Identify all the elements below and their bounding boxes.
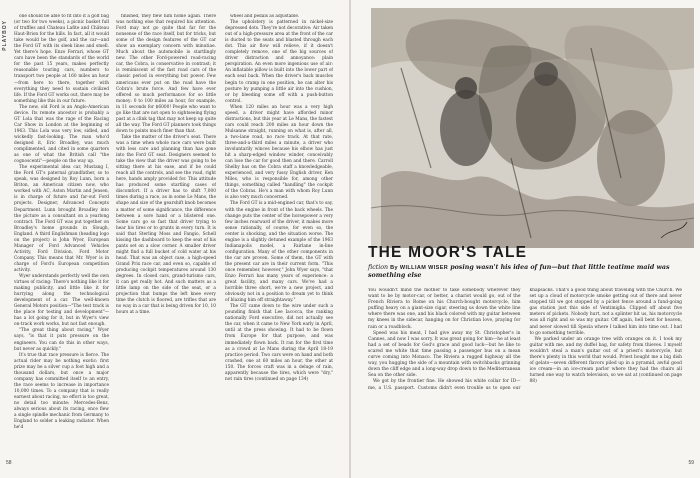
paragraph: finished, they flew him home again. There was nothing else that required his attention. Ford may not go quite that far for the nonsense of the race itself, but for tricks, but some of the design features of the GT car show an exemplary concern with minutiae. Much about the automobile is startlingly new. The other Ford-powered road-racing car, the Cobra, is conservative in contrast; it is reminiscent of the fast road cars of the classic period in everything but power. Few americans ever put on the road have the Cobra's brute force. And few have ever offered so much performance for so little money: 0 to 100 miles an hour, for example, in 11 seconds for $6000! People who want to go like that are not open to sightseeing flying past at a clink tag that may not keep up quite all the way. The Ford GT planners took things down to points much finer than that. (116, 14, 216, 134)
paragraph: Wyer understands perfectly well the own virtues of racing: There's nothing like it for making publicity, and little like it for hurrying along the technological development of a car. The well-known General Motors position—"The test track is the place for testing and development"—has a lot going for it, but in Wyer's view on-track work works, but not fast enough. (14, 274, 109, 328)
paragraph: When 120 miles an hour was a very high speed, a driver might have afforded minor distractions, but this year at Le Mans, the fastest cars could reach 200 miles an hour down the Mulsanne straight, running on what is, after all, a two-lane road, no race track. At that rate, three-and-a-third miles a minute, a driver who involuntarily winces because his elbow has just hit a sharp-edged window winder, conceivably can lose the car for good then and there. Carroll Shelby has on the Cobra staff a knowledgeable, experienced, and very fussy English driver, Ken Miles, who is responsible for, among other things, something called "handling" the cockpit of the Cobras. He's a man with whom Roy Lunn is also very much concerned. (225, 104, 333, 201)
byline: By WILLIAM WISER (390, 265, 449, 271)
paragraph: The upholstery is patterned in nickel-size depressed dots. They're not decorative: Air taken out of a high-pressure area at the front of the car is ducted to the seats and blasted through each dot. This air flow will relieve, if it doesn't completely remove, one of the big sources of driver distraction and annoyance: plain perspiration. An even more ingenious use of air: An inflatable pillow is built into the lower part of each seat back. When the driver's back muscles begin to cramp in one position, he can alter his posture by pumping a little air into the cushion, or by bleeding some off with a push-button control. (225, 20, 333, 104)
paragraph: one should be able to fit into it a golf bag (or two for two weeks), a picnic basket full of truffles and Chateau Lafite and Château Haut-Brion for the hills. In fact, all it would take would be the golf, and the car—and the Ford GT with its sleek lines and smell. Yet there's hope. Enzo Ferrari, whose GT cars have been the standards of the world for the past 15 years, makes perfectly reasonable touring cars, numbers to transport two people at 160 miles an hour—from here to there, together with everything they need to sustain civilized life. If the Ford GT works out, there may be something like this in our future. (14, 14, 109, 104)
magazine-masthead: PLAYBOY (2, 20, 8, 51)
paragraph: The new, old Ford is an Anglo-American device. Its remote ancestor is probably a GT Lola that was the rage of the Racing Car Show in London at the beginning of 1963. This Lola was very low, sidled, and wickedly fast-looking. The man who'd designed it, Eric Broadley, was much complimented, and cited in some quarters as one of what the British call "the cognoscenti"—people on the way up. (14, 104, 109, 165)
paragraph: You wouldn't mind the mother to take somebody wherever they want to be by motor-car, or better, a chariot would go, out of the French Riviera to Rome on his Church-bought motorcycle, him puffing heavy on a giant-size cigar, steering us down the white line where there was one, and his black colored with my guitar between my knees in the sidecar, hanging on for Christian love, praying for rain or a roadblock. (368, 288, 521, 330)
paragraph: Speed was his meat, I had give away my St. Christopher's in Cannes, and now I was sorry. It was great going for him—he at least had a set of beads for God's grace and good luck—but he like to scared me white that time passing a passenger bus on a mean curve coming into Monaco. The Riviera a rugged highway all the way, you hugging the side of a mountain with switchbacks grinning down the cliff edge and a long-way drop down to the Mediterranean Sea on the other side. (368, 330, 521, 379)
page-number-left: 58 (6, 460, 12, 466)
article-title: THE MOOR'S TALE (368, 244, 528, 261)
paragraph: Take the matter of the driver's seat. There was a time when whole race cars were built with less care and planning than has gone into the Ford GT seat. Designers seemed to take the view that the driver was going to be sitting there at his ease, and if he could reach all the controls, and see the road, right here, hands amply provided for. This attitude has produced some startling cases of discomfort. If a driver has to shift 7,000 times during a race, as in some Le Mans, the shape and size of the gearshift knob becomes a matter of some significance, the difference between a sore hand or a blistered one. Some cars go so fast that driver trying to hear his tires or to grunts in every turn. It is said that Sterling Moss and Fangio, Schell kissing the dashboard to keep the seat of his pants set on a slow corner. A smaller driver might find a full bucket of cold water at his head. That was an object case, a high-speed Grand Prix race car, and even so, capable of producing cockpit temperatures around 130 degrees. In closed cars, grand-turismo cars, it can get really hot. And such matters as a little lamp on the side of the seat, or a projection that bumps the left knee every time the clutch is floored, are trifles that are no way in a car that is being driven for 10, 10 hours at a time. (116, 134, 216, 316)
kicker: fiction (368, 264, 389, 271)
paragraph: The experimental idea car, Mustang I, the Ford GT's paternal grandfather, so to speak, was designed by Roy Lunn, born a Briton, an American citizen now, who worked with AC, Aston Martin and Jensen, is in charge of future and far-out Ford projects. Designer, Advanced Concepts Department. Lunn brought Broadley into the picture as a consultant on a yearlong contract. The Ford GT was put together on Broadley's home grounds in Slough, England. A third Englishman (heading logo on the project) is John Wyer, European Manager of Ford Advanced Vehicles Activity, Ford Division, Ford Motor Company. This means that Mr. Wyer is in charge of Ford's European competition activity. (14, 165, 109, 273)
paragraph: The Ford GT is a mid-engined car, that's to say, with the engine in front of the back wheels. The change puts the center of the horsepower a very few inches rearward of the driver, it makes more sense rationally, of course, for even so, the center is shocking, and the situation worse. The engine is a slightly detuned example of the 1963 Indianapolis model, a Fairlane in-line configuration. Many of the other components in the car are proven. Some of them, the GT with the present car are in their current form. "This once remember, however," John Wyer says, "that Enzo Ferrari has many years of experience: a great facility, and many cars. We've had a horrible three short, we're a new project, and obviously not in a position to dream yet to think of blazing him off straightaway." (225, 201, 333, 304)
paragraph: We parked under an orange tree with oranges on it. I took my guitar with me, and my duffel bag, for safety from thieves. I myself wouldn't steal a man's guitar out of a priest's motorcycle, but there's plenty in this world that would. Priest bought me a big dish of gelato—seven different flavors piled up in a pyramid, awful good ice cream—in an ice-cream parlor where they had the chairs all turned one way to watch television, so we sat at (continued on page 88) (529, 336, 682, 385)
page-number-right: 59 (688, 460, 694, 466)
paragraph: "The great thing about racing," Wyer says, "is that it puts pressure on the engineers. You can do this in other ways, but never as quickly." (14, 328, 109, 352)
painting-illustration (371, 8, 694, 248)
paragraph: wheel and pedals as adjustable. (230, 14, 300, 19)
painting-icon (371, 8, 694, 248)
article-body (368, 288, 682, 464)
left-page (0, 0, 349, 478)
dek: posing wasn't his idea of fun—but that little teatime maid was something else (368, 264, 670, 279)
left-column-1 (14, 14, 109, 462)
paragraph: The GT came down to the wire under such a pounding finish that Lee Iacocca, the ranking nationally Ford executive, did not actually see the car, when it came to New York early in April, until at the press showing. It had to be flown from Europe for that purpose, and was immediately flown back. It ran for the first time as a crowd at Le Mans during the April 18-19 practice period. Two cars were on hand and both crashed, one at 60 miles an hour, the other at 150. The forces craft was in a deluge of rain, apparently because the tires, which were "dry," not rain tires (continued on page 134) (225, 304, 333, 382)
paragraph: It's true that race pressure is fierce. The actual rider may be nothing exotic: first prize may be a silver cup a foot high and a thousand dollars, but once a major company has committed itself to an entry, the race seems to increase in importance 10,000 times. To a company that is really earnest about racing, no effort is too great, no detail too minute: Mercedes-Benz, always serious about its racing, once flew a single spindle mechanic from Germany to England to solder a leaking radiator. When he'd (14, 352, 109, 431)
left-column-2 (116, 14, 216, 462)
article-deck (368, 264, 682, 280)
left-column-3 (225, 14, 333, 462)
paragraph: We got by the frontier fine. He showed his white collar for ID—me, a U.S. passport. Customs didn't even trouble us to open our knapsacks. That's a good thing about traveling with the Church. We set up a cloud of motorcycle smoke getting out of there and never stopped till we got stopped by a picket fence around a fund-going gas station just this side of Ventimiglia. Clipped off about five meters of pickets. Nobody hurt, not a splinter hit us, his motorcycle was all right and so was my guitar. Off again, hell bent for heaven, and never slowed till Spezia where I talked him into time out. I had to go something terrible. (368, 288, 682, 391)
